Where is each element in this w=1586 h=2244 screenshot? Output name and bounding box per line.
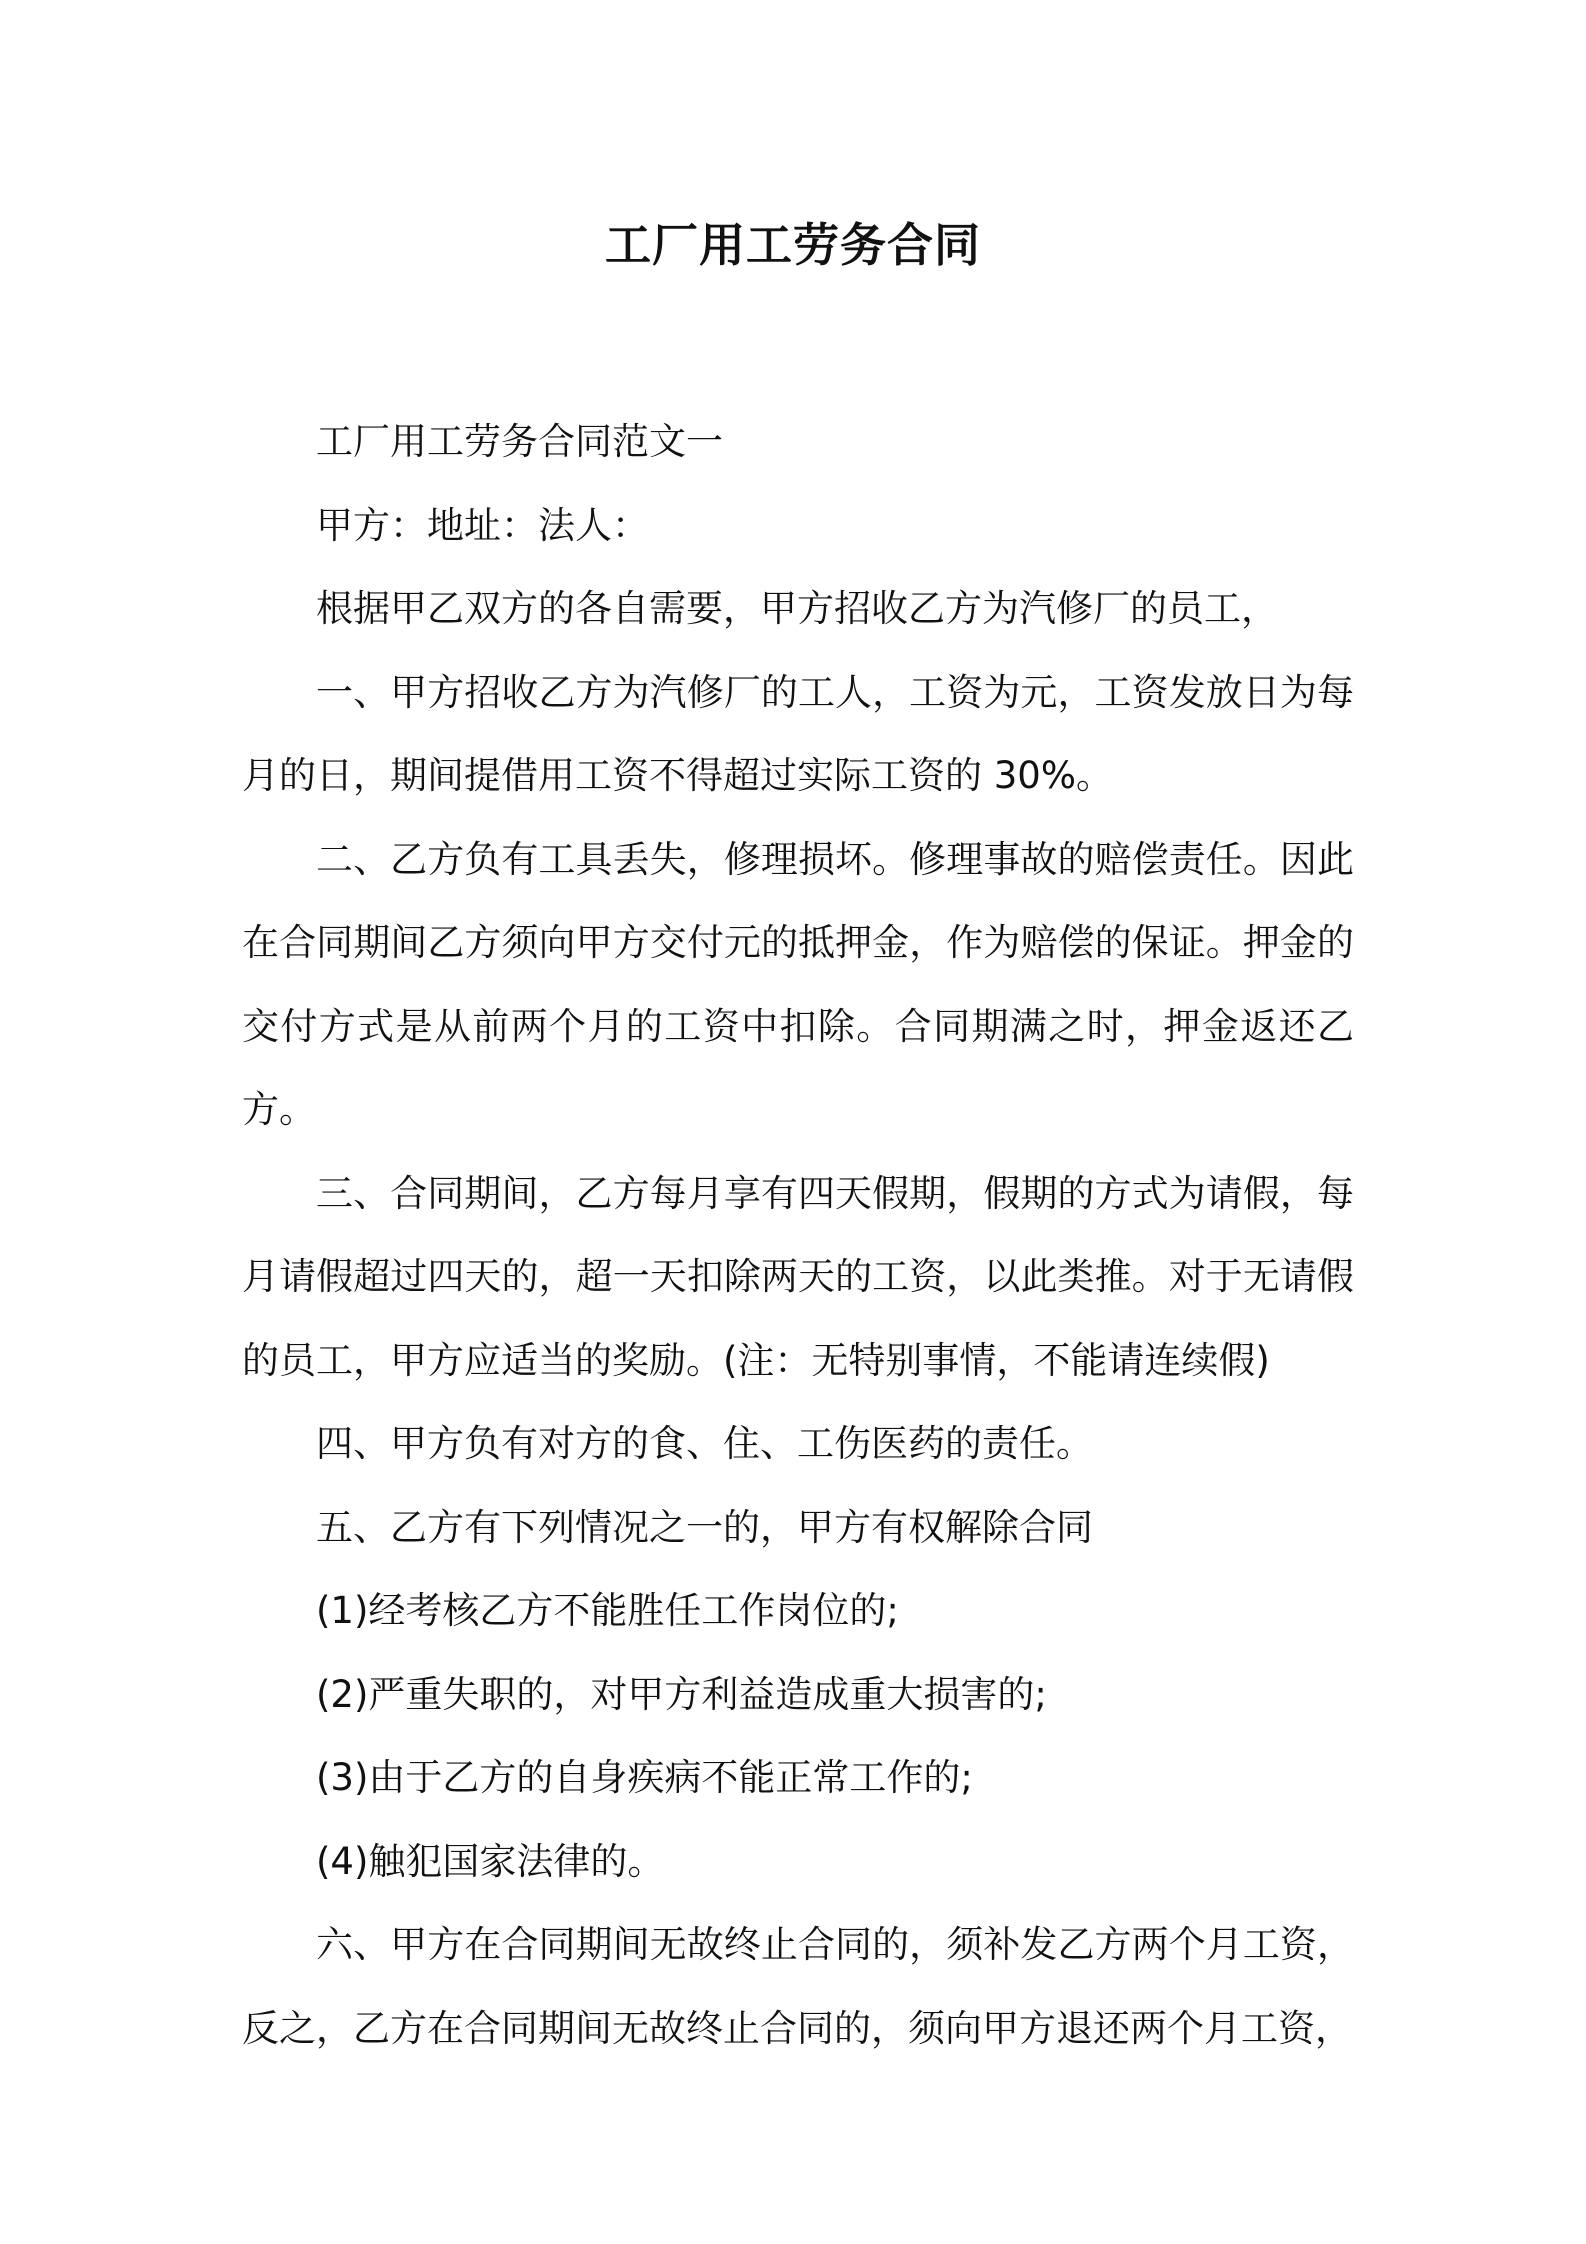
paragraph-clause-5-item-3: (3)由于乙方的自身疾病不能正常工作的; [316, 1756, 973, 1799]
document-body [242, 400, 1354, 2070]
paragraph-clause-4: 四、甲方负有对方的食、住、工伤医药的责任。 [316, 1422, 1093, 1465]
document-title: 工厂用工劳务合同 [605, 218, 981, 272]
paragraph-clause-3: 三、合同期间，乙方每月享有四天假期，假期的方式为请假，每月请假超过四天的，超一天扣除两天的工资，以此类推。对于无请假的员工，甲方应适当的奖励。(注：无特别事情，不能请连续假) [242, 1171, 1354, 1382]
paragraph-party-a: 甲方：地址：法人： [316, 503, 649, 547]
paragraph-clause-6: 六、甲方在合同期间无故终止合同的，须补发乙方两个月工资，反之，乙方在合同期间无故终止合同的，须向甲方退还两个月工资， [242, 1923, 1354, 2050]
paragraph-preamble: 根据甲乙双方的各自需要，甲方招收乙方为汽修厂的员工， [316, 587, 1278, 630]
paragraph-clause-5-item-4: (4)触犯国家法律的。 [316, 1839, 665, 1883]
paragraph-heading: 工厂用工劳务合同范文一 [316, 420, 723, 463]
paragraph-clause-5-item-1: (1)经考核乙方不能胜任工作岗位的; [316, 1589, 899, 1632]
paragraph-clause-5-item-2: (2)严重失职的，对甲方利益造成重大损害的; [316, 1672, 1047, 1716]
paragraph-clause-5: 五、乙方有下列情况之一的，甲方有权解除合同 [316, 1505, 1093, 1549]
paragraph-clause-1: 一、甲方招收乙方为汽修厂的工人，工资为元，工资发放日为每月的日，期间提借用工资不得超过实际工资的 30%。 [242, 670, 1354, 797]
paragraph-clause-2: 二、乙方负有工具丢失，修理损坏。修理事故的赔偿责任。因此在合同期间乙方须向甲方交付元的抵押金，作为赔偿的保证。押金的交付方式是从前两个月的工资中扣除。合同期满之时，押金返还乙方。 [242, 837, 1354, 1131]
